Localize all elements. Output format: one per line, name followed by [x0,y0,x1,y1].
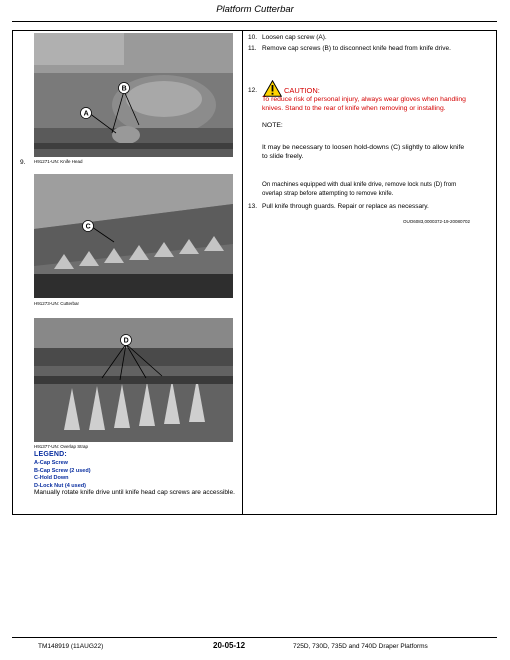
callout-d: D [123,337,129,345]
step-number: 12. [248,87,258,94]
bottom-rule [12,637,497,638]
footer-page-number: 20-05-12 [213,641,246,650]
reference-id: OUO6083,0000372-19-20080702 [402,219,470,224]
step-number: 11. [248,45,257,52]
step-number: 9. [20,159,26,166]
legend-item: B-Cap Screw (2 used) [34,467,91,474]
callout-c: C [85,223,91,231]
step-number: 10. [248,34,258,41]
caution-text: To reduce risk of personal injury, always wear gloves when handling knives. Stand to the rear of knife when removing or installing. [262,96,466,112]
legend-item: A-Cap Screw [34,460,68,466]
figure-caption-cutterbar: H91273-UN: Cutterbar [34,301,80,306]
legend-item: C-Hold Down [34,475,69,481]
step-text: Pull knife through guards. Repair or replace as necessary. [262,203,429,210]
warning-triangle-icon [263,80,282,97]
footer-doc-id: TM148919 (11AUG22) [38,643,104,650]
caution-label: CAUTION: [284,86,320,95]
figure-caption-overlap-strap: H91377-UN: Overlap Strap [34,444,89,449]
legend-item: D-Lock Nut (4 used) [34,482,86,489]
note-label: NOTE: [262,122,283,129]
page-title: Platform Cutterbar [216,4,294,15]
step-number: 13. [248,203,258,210]
top-rule [12,21,497,22]
overlap-strap-figure [34,318,233,442]
knife-head-figure [34,33,233,157]
cutterbar-figure [34,174,233,298]
hold-down-note: It may be necessary to loosen hold-downs (C) slightly to allow knife to slide freely. [262,144,465,160]
column-divider [242,30,243,514]
rotate-drive-note: Manually rotate knife drive until knife head cap screws are accessible. [34,489,235,496]
callout-b: B [121,85,127,93]
footer-product: 725D, 730D, 735D and 740D Draper Platforms [293,643,428,650]
step-text: Remove cap screws (B) to disconnect knife head from knife drive. [262,45,451,52]
step-text: Loosen cap screw (A). [262,34,327,41]
figure-caption-knife-head: H91271-UN: Knife Head [34,159,83,164]
dual-drive-note: On machines equipped with dual knife drive, remove lock nuts (D) from overlap strap before attempting to remove knife. [262,181,457,197]
legend-heading: LEGEND: [34,451,67,458]
callout-a: A [83,110,89,118]
